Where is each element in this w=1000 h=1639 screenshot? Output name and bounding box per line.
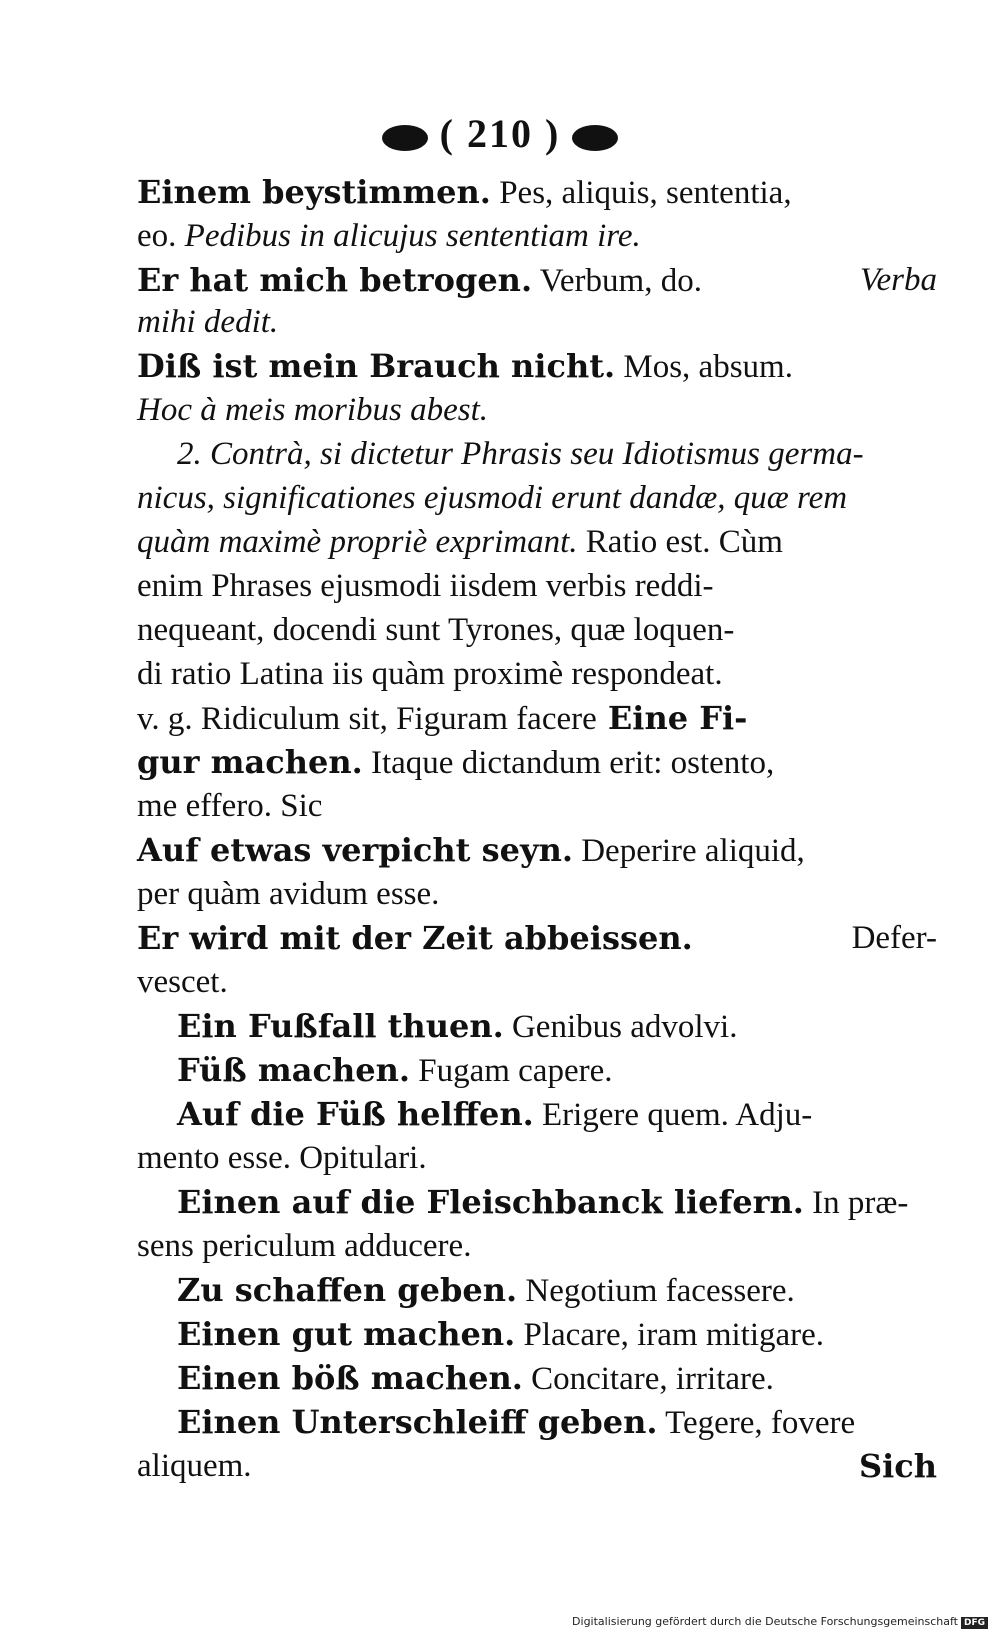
text-line: v. g. Ridiculum sit, Figuram facere Eine Fi- (137, 699, 748, 737)
text-line: me effero. Sic (137, 788, 323, 824)
page-number: 210 (467, 111, 533, 156)
text-line: di ratio Latina iis quàm proximè respondeat. (137, 656, 723, 692)
text-line: gur machen. Itaque dictandum erit: ostento, (137, 743, 775, 781)
text-line: aliquem. Sich (137, 1447, 937, 1485)
digitization-footer: Digitalisierung gefördert durch die Deutsche Forschungsgemeinschaft DFG (572, 1615, 988, 1629)
page-header: ( 210 ) (0, 110, 1000, 157)
text-line: Einen auf die Fleischbanck liefern. In præ- (177, 1183, 909, 1221)
catchword: Sich (858, 1447, 937, 1485)
text-line: Einen gut machen. Placare, iram mitigare. (177, 1315, 825, 1353)
text-line: Einem beystimmen. Pes, aliquis, sententia, (137, 173, 792, 211)
text-line: Einen böß machen. Concitare, irritare. (177, 1359, 774, 1397)
text-line: Er hat mich betrogen. Verbum, do. Verba (137, 261, 937, 299)
text-line: Zu schaffen geben. Negotium facessere. (177, 1271, 795, 1309)
text-line: quàm maximè propriè exprimant. Ratio est. Cùm (137, 524, 783, 560)
dfg-logo-icon: DFG (961, 1617, 988, 1629)
text-line: enim Phrases ejusmodi iisdem verbis reddi- (137, 568, 714, 604)
text-line: Hoc à meis moribus abest. (137, 392, 489, 428)
ornament-right-icon (572, 125, 618, 151)
text-line: mento esse. Opitulari. (137, 1140, 427, 1176)
text-line: nequeant, docendi sunt Tyrones, quæ loquen- (137, 612, 735, 648)
text-line: Einen Unterschleiff geben. Tegere, fovere (177, 1403, 856, 1441)
text-line: mihi dedit. (137, 304, 279, 340)
text-line: sens periculum adducere. (137, 1228, 472, 1264)
text-line: Auf etwas verpicht seyn. Deperire aliquid, (137, 831, 805, 869)
text-line: per quàm avidum esse. (137, 876, 440, 912)
text-line: 2. Contrà, si dictetur Phrasis seu Idiotismus germa- (177, 436, 864, 472)
text-line: Diß ist mein Brauch nicht. Mos, absum. (137, 347, 793, 385)
text-line: Füß machen. Fugam capere. (177, 1051, 613, 1089)
text-line: vescet. (137, 964, 228, 1000)
ornament-left-icon (382, 125, 428, 151)
text-line: nicus, significationes ejusmodi erunt dandæ, quæ rem (137, 480, 848, 516)
text-line: Ein Fußfall thuen. Genibus advolvi. (177, 1007, 738, 1045)
text-line: eo. Pedibus in alicujus sententiam ire. (137, 218, 641, 254)
text-line: Auf die Füß helffen. Erigere quem. Adju- (177, 1095, 813, 1133)
text-line: Er wird mit der Zeit abbeissen. Defer- (137, 919, 937, 957)
